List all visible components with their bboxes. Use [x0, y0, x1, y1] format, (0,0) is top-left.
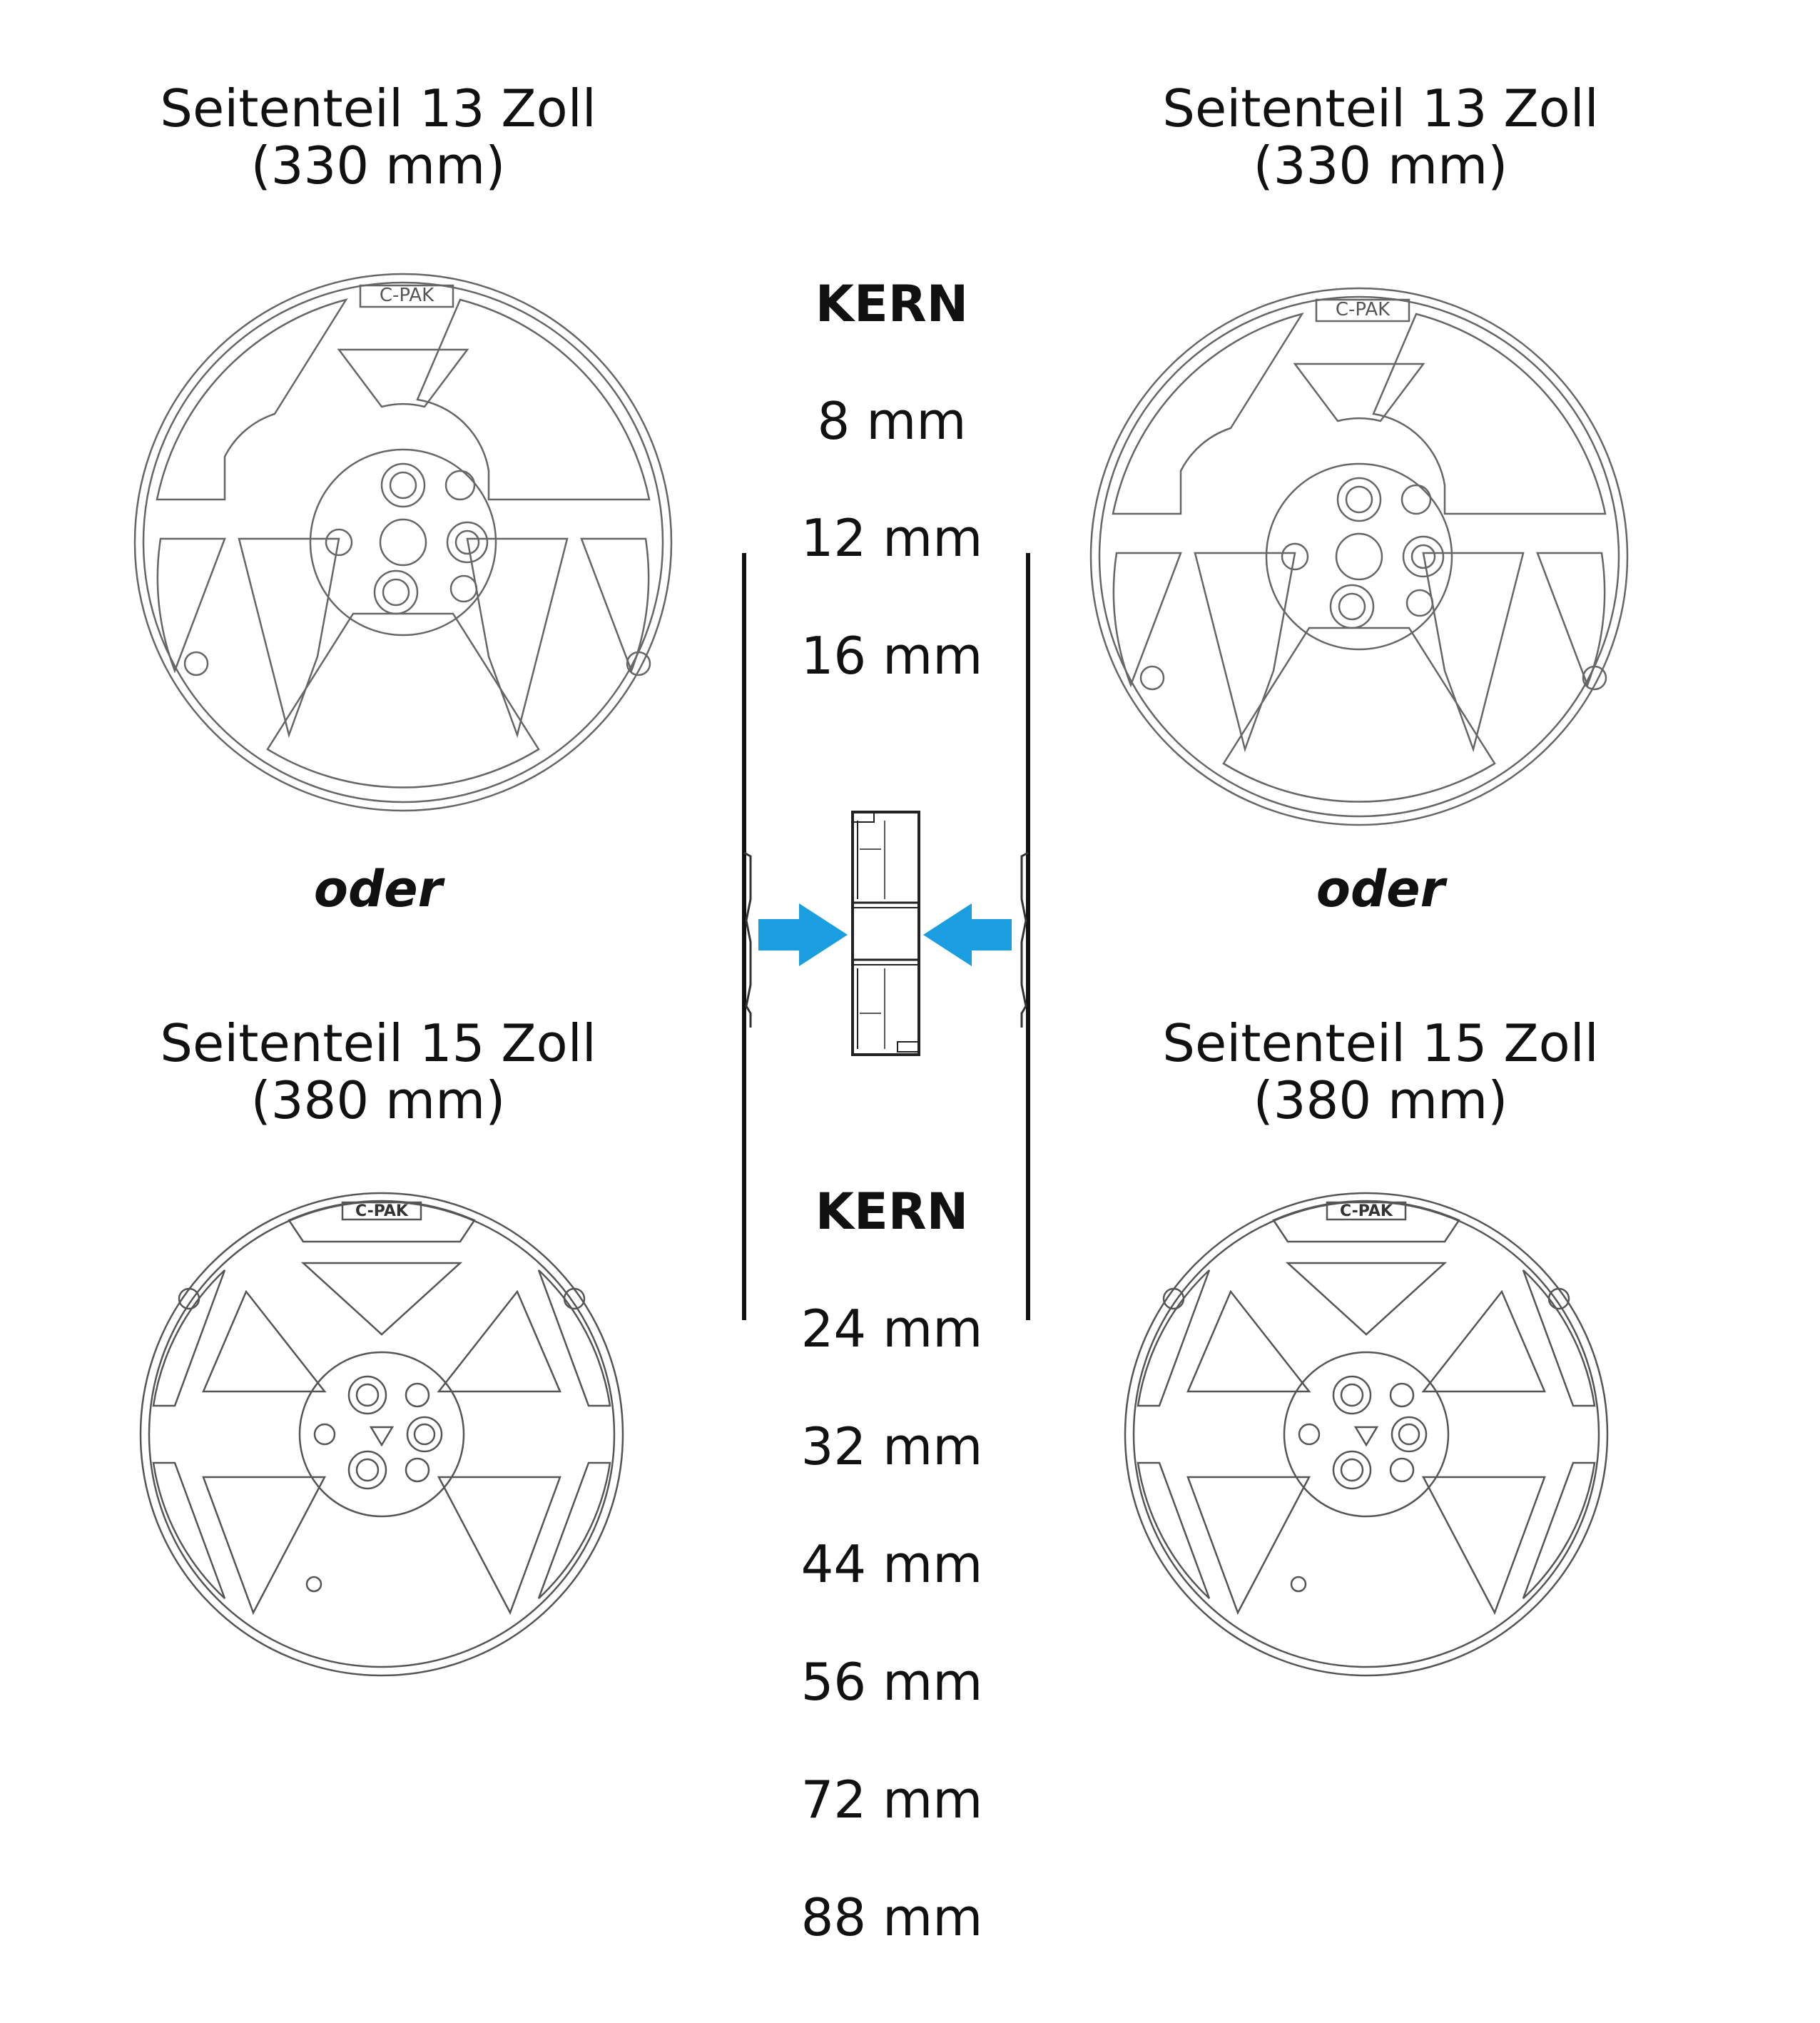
kern-size: 32 mm	[800, 1416, 983, 1476]
kern-size: 8 mm	[817, 391, 967, 451]
kern-heading-large: KERN	[815, 1182, 969, 1241]
kern-heading-small: KERN	[815, 275, 969, 333]
kern-size: 24 mm	[800, 1299, 983, 1359]
label-bottom-right-mm: (380 mm)	[1253, 1070, 1508, 1130]
core-drawing	[853, 812, 919, 1055]
arrow-left-icon	[923, 903, 1012, 966]
kern-size: 72 mm	[800, 1770, 983, 1830]
reel-brand-text: C-PAK	[379, 285, 434, 306]
label-bottom-right-size: Seitenteil 15 Zoll	[1162, 1013, 1599, 1073]
reel-15-inch-left	[125, 1192, 639, 1677]
kern-size: 56 mm	[800, 1652, 983, 1712]
label-top-left-mm: (330 mm)	[250, 136, 506, 196]
reel-brand-text: C-PAK	[355, 1202, 408, 1220]
kern-size: 12 mm	[800, 508, 983, 568]
arrow-right-icon	[758, 903, 848, 966]
reel-13-inch-left	[125, 271, 681, 813]
label-top-right-mm: (330 mm)	[1253, 136, 1508, 196]
label-top-left-size: Seitenteil 13 Zoll	[160, 78, 596, 138]
reel-brand-text: C-PAK	[1340, 1202, 1393, 1220]
label-bottom-left-mm: (380 mm)	[250, 1070, 506, 1130]
kern-size: 44 mm	[800, 1534, 983, 1594]
reel-15-inch-right	[1109, 1192, 1623, 1677]
kern-size: 88 mm	[800, 1887, 983, 1947]
label-top-right-size: Seitenteil 13 Zoll	[1162, 78, 1599, 138]
label-bottom-left-size: Seitenteil 15 Zoll	[160, 1013, 596, 1073]
kern-size: 16 mm	[800, 626, 983, 686]
reel-13-inch-right	[1081, 285, 1637, 828]
oder-left: oder	[313, 860, 443, 918]
reel-brand-text: C-PAK	[1335, 299, 1391, 320]
oder-right: oder	[1316, 860, 1445, 918]
